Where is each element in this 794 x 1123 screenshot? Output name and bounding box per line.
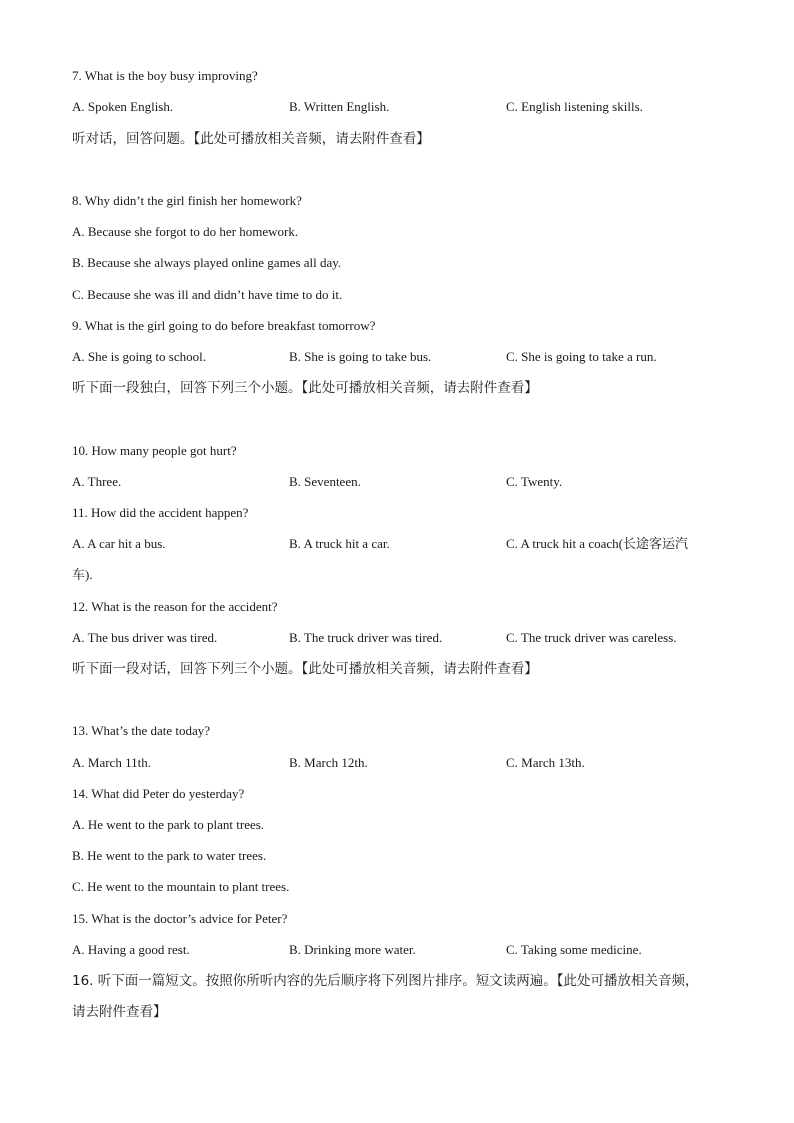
audio-instruction-3: 听下面一段对话，回答下列三个小题。【此处可播放相关音频，请去附件查看】	[72, 661, 538, 677]
q11-option-c-wrap: 车).	[72, 567, 93, 582]
q7-option-a: A. Spoken English.	[72, 99, 174, 114]
q12-option-b: B. The truck driver was tired.	[289, 630, 443, 645]
question-8: 8. Why didn’t the girl finish her homework?	[72, 193, 302, 208]
q12-option-a: A. The bus driver was tired.	[72, 630, 218, 645]
question-13: 13. What’s the date today?	[72, 723, 211, 738]
question-9: 9. What is the girl going to do before breakfast tomorrow?	[72, 318, 376, 333]
question-14: 14. What did Peter do yesterday?	[72, 786, 245, 801]
q7-option-c: C. English listening skills.	[506, 99, 643, 114]
q11-option-b: B. A truck hit a car.	[289, 536, 390, 551]
q9-option-b: B. She is going to take bus.	[289, 349, 432, 364]
question-12: 12. What is the reason for the accident?	[72, 599, 278, 614]
q10-option-a: A. Three.	[72, 474, 122, 489]
q14-option-b: B. He went to the park to water trees.	[72, 848, 267, 863]
q15-option-c: C. Taking some medicine.	[506, 942, 642, 957]
q7-option-b: B. Written English.	[289, 99, 390, 114]
q15-option-a: A. Having a good rest.	[72, 942, 190, 957]
q8-option-c: C. Because she was ill and didn’t have time to do it.	[72, 287, 343, 302]
q11-option-c: C. A truck hit a coach(长途客运汽	[506, 536, 688, 551]
question-16-line2: 请去附件查看】	[72, 1004, 167, 1020]
q8-option-a: A. Because she forgot to do her homework.	[72, 224, 299, 239]
q14-option-c: C. He went to the mountain to plant trees.	[72, 879, 290, 894]
audio-instruction-1: 听对话，回答问题。【此处可播放相关音频，请去附件查看】	[72, 131, 430, 147]
question-7: 7. What is the boy busy improving?	[72, 68, 258, 83]
q14-option-a: A. He went to the park to plant trees.	[72, 817, 265, 832]
q11-option-a: A. A car hit a bus.	[72, 536, 166, 551]
q13-option-c: C. March 13th.	[506, 755, 585, 770]
q13-option-a: A. March 11th.	[72, 755, 151, 770]
question-15: 15. What is the doctor’s advice for Peter?	[72, 911, 288, 926]
q10-option-c: C. Twenty.	[506, 474, 563, 489]
question-10: 10. How many people got hurt?	[72, 443, 237, 458]
q9-option-a: A. She is going to school.	[72, 349, 206, 364]
q15-option-b: B. Drinking more water.	[289, 942, 416, 957]
q13-option-b: B. March 12th.	[289, 755, 368, 770]
q9-option-c: C. She is going to take a run.	[506, 349, 657, 364]
question-16-line1: 16. 听下面一篇短文。按照你所听内容的先后顺序将下列图片排序。短文读两遍。【此处可播放相关音频，	[72, 973, 699, 989]
question-11: 11. How did the accident happen?	[72, 505, 249, 520]
q8-option-b: B. Because she always played online games all day.	[72, 255, 342, 270]
audio-instruction-2: 听下面一段独白，回答下列三个小题。【此处可播放相关音频，请去附件查看】	[72, 380, 538, 396]
q12-option-c: C. The truck driver was careless.	[506, 630, 677, 645]
q10-option-b: B. Seventeen.	[289, 474, 361, 489]
